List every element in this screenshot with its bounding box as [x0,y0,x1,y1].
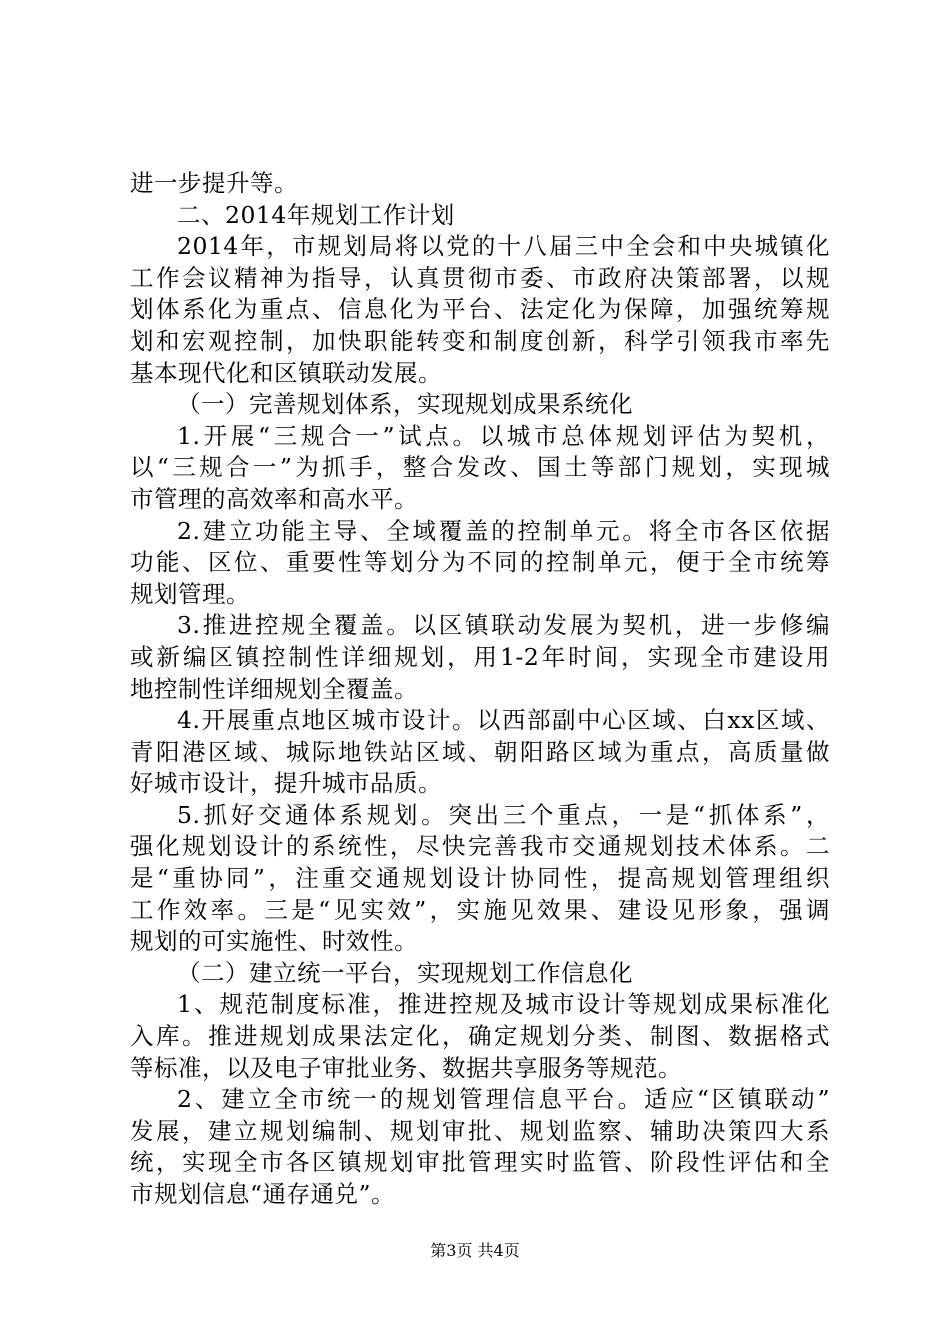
paragraph-line: 地控制性详细规划全覆盖。 [130,674,418,703]
paragraph-line: 发展，建立规划编制、规划审批、规划监察、辅助决策四大系 [130,1116,830,1145]
paragraph-line: 2、建立全市统一的规划管理信息平台。适应“区镇联动” [177,1085,830,1114]
paragraph-line: 青阳港区域、城际地铁站区域、朝阳路区域为重点，高质量做 [130,737,830,766]
paragraph-line: 5.抓好交通体系规划。突出三个重点，一是“抓体系”， [177,800,830,829]
page-number-footer: 第3页 共4页 [430,1241,520,1260]
paragraph-line: 工作效率。三是“见实效”，实施见效果、建设见形象，强调 [130,895,830,924]
paragraph-line: 规划的可实施性、时效性。 [130,927,418,956]
paragraph-line: 进一步提升等。 [130,169,298,197]
subsection-heading: （一）完善规划体系，实现规划成果系统化 [177,390,633,419]
paragraph-line: 划和宏观控制，加快职能转变和制度创新，科学引领我市率先 [130,326,830,355]
paragraph-line: 入库。推进规划成果法定化，确定规划分类、制图、数据格式 [130,1022,830,1051]
paragraph-line: 基本现代化和区镇联动发展。 [130,358,442,387]
paragraph-line: 3.推进控规全覆盖。以区镇联动发展为契机，进一步修编 [177,611,830,640]
paragraph-line: 功能、区位、重要性等划分为不同的控制单元，便于全市统筹 [130,548,830,577]
section-heading: 二、2014年规划工作计划 [177,200,455,229]
paragraph-line: 是“重协同”，注重交通规划设计协同性，提高规划管理组织 [130,864,830,893]
paragraph-line: 划体系化为重点、信息化为平台、法定化为保障，加强统筹规 [130,295,830,324]
paragraph-line: 或新编区镇控制性详细规划，用1-2年时间，实现全市建设用 [130,642,830,671]
paragraph-line: 强化规划设计的系统性，尽快完善我市交通规划技术体系。二 [130,832,830,861]
paragraph-line: 2014年，市规划局将以党的十八届三中全会和中央城镇化 [177,232,830,261]
paragraph-line: 4.开展重点地区城市设计。以西部副中心区域、白xx区域、 [177,706,830,735]
paragraph-line: 工作会议精神为指导，认真贯彻市委、市政府决策部署，以规 [130,263,830,292]
document-body [130,168,830,1211]
paragraph-line: 好城市设计，提升城市品质。 [130,769,442,798]
paragraph-line: 以“三规合一”为抓手，整合发改、国土等部门规划，实现城 [130,453,830,482]
paragraph-line: 市规划信息“通存通兑”。 [130,1180,396,1208]
paragraph-line: 规划管理。 [130,579,250,608]
paragraph-line: 统，实现全市各区镇规划审批管理实时监管、阶段性评估和全 [130,1148,830,1177]
subsection-heading: （二）建立统一平台，实现规划工作信息化 [177,958,633,987]
paragraph-line: 2.建立功能主导、全域覆盖的控制单元。将全市各区依据 [177,516,830,545]
paragraph-line: 市管理的高效率和高水平。 [130,484,418,513]
paragraph-line: 1.开展“三规合一”试点。以城市总体规划评估为契机， [177,421,830,450]
paragraph-line: 等标准，以及电子审批业务、数据共享服务等规范。 [130,1053,682,1082]
paragraph-line: 1、规范制度标准，推进控规及城市设计等规划成果标准化 [177,990,830,1019]
